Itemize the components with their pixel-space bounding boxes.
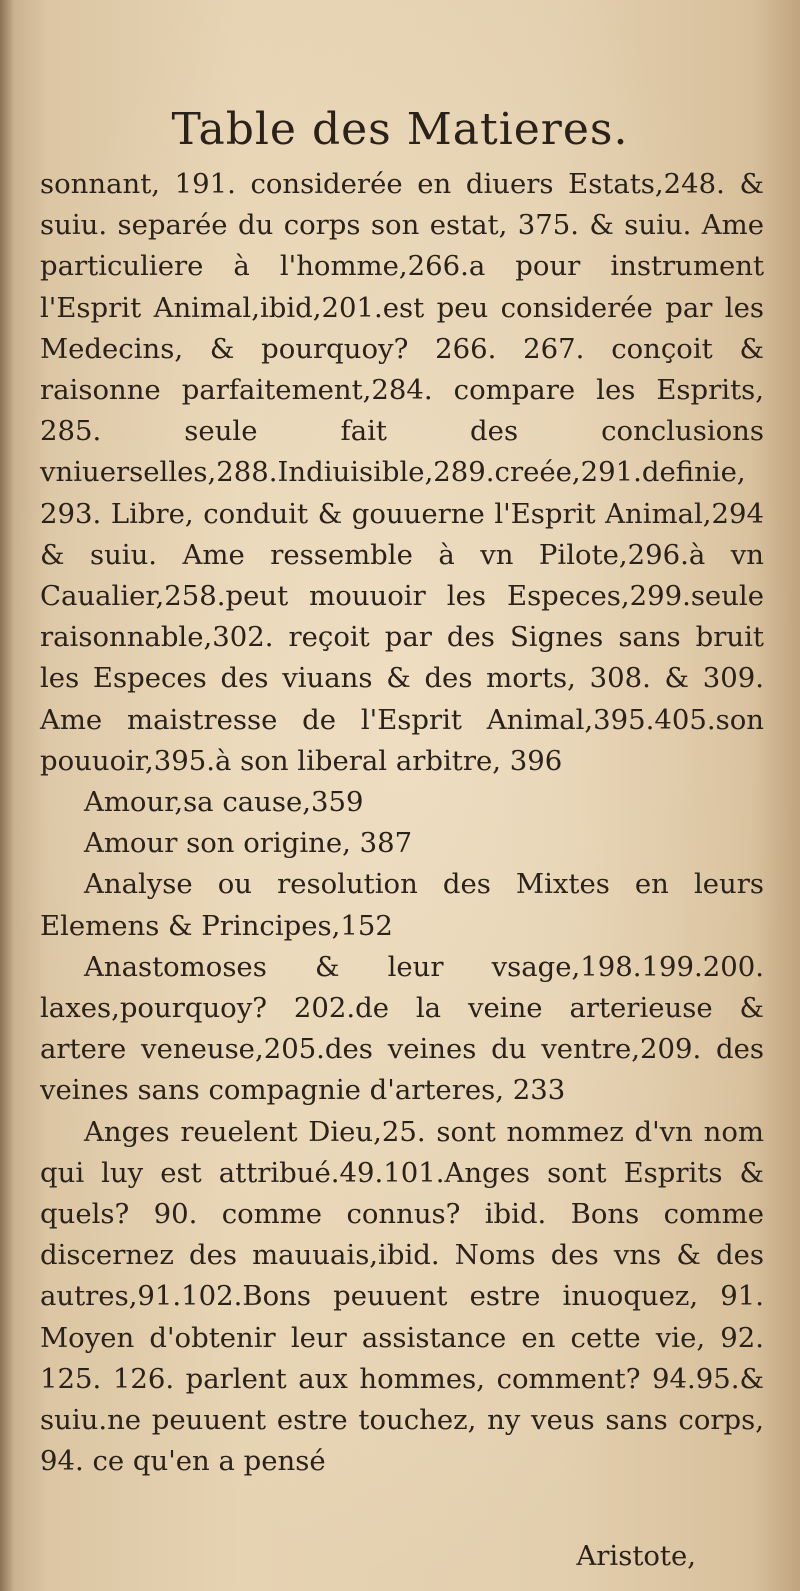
index-entry: sonnant, 191. considerée en diuers Estats,248. & suiu. separée du corps son estat, 375. & suiu. Ame particuliere à l'homme,266.a pour instrument l'Esprit Animal,ibid,201.est peu considerée par les Medecins, & pourquoy? 266. 267. conçoit & raisonne parfaitement,284. compare les Esprits, 285. seule fait des conclusions vniuerselles,288.Indiuisible,289.creée,291.definie, 293. Libre, conduit & gouuerne l'Esprit Animal,294 & suiu. Ame ressemble à vn Pilote,296.à vn Caualier,258.peut mouuoir les Especes,299.seule raisonnable,302. reçoit par des Signes sans bruit les Especes des viuans & des morts, 308. & 309. Ame maistresse de l'Esprit Animal,395.405.son pouuoir,395.à son liberal arbitre, 396 <box>40 168 764 777</box>
index-entry: Amour,sa cause,359 <box>84 786 364 819</box>
index-entry: Anges reuelent Dieu,25. sont nommez d'vn nom qui luy est attribué.49.101.Anges sont Esprits & quels? 90. comme connus? ibid. Bons comme discernez des mauuais,ibid. Noms des vns & des autres,91.102.Bons peuuent estre inuoquez, 91. Moyen d'obtenir leur assistance en cette vie, 92. 125. 126. parlent aux hommes, comment? 94.95.& suiu.ne peuuent estre touchez, ny veus sans corps, 94. ce qu'en a pensé <box>40 1115 764 1478</box>
index-entry: Amour son origine, 387 <box>84 827 413 860</box>
catchword: Aristote, <box>576 1540 696 1572</box>
index-entry: Analyse ou resolution des Mixtes en leurs Elemens & Principes,152 <box>40 868 764 942</box>
index-entry: Anastomoses & leur vsage,198.199.200. laxes,pourquoy? 202.de la veine arterieuse & artere veneuse,205.des veines du ventre,209. des veines sans compagnie d'arteres, 233 <box>40 950 764 1107</box>
page-title: Table des Matieres. <box>171 104 629 155</box>
index-body <box>40 164 764 1483</box>
page-edge-shadow <box>0 0 14 1591</box>
